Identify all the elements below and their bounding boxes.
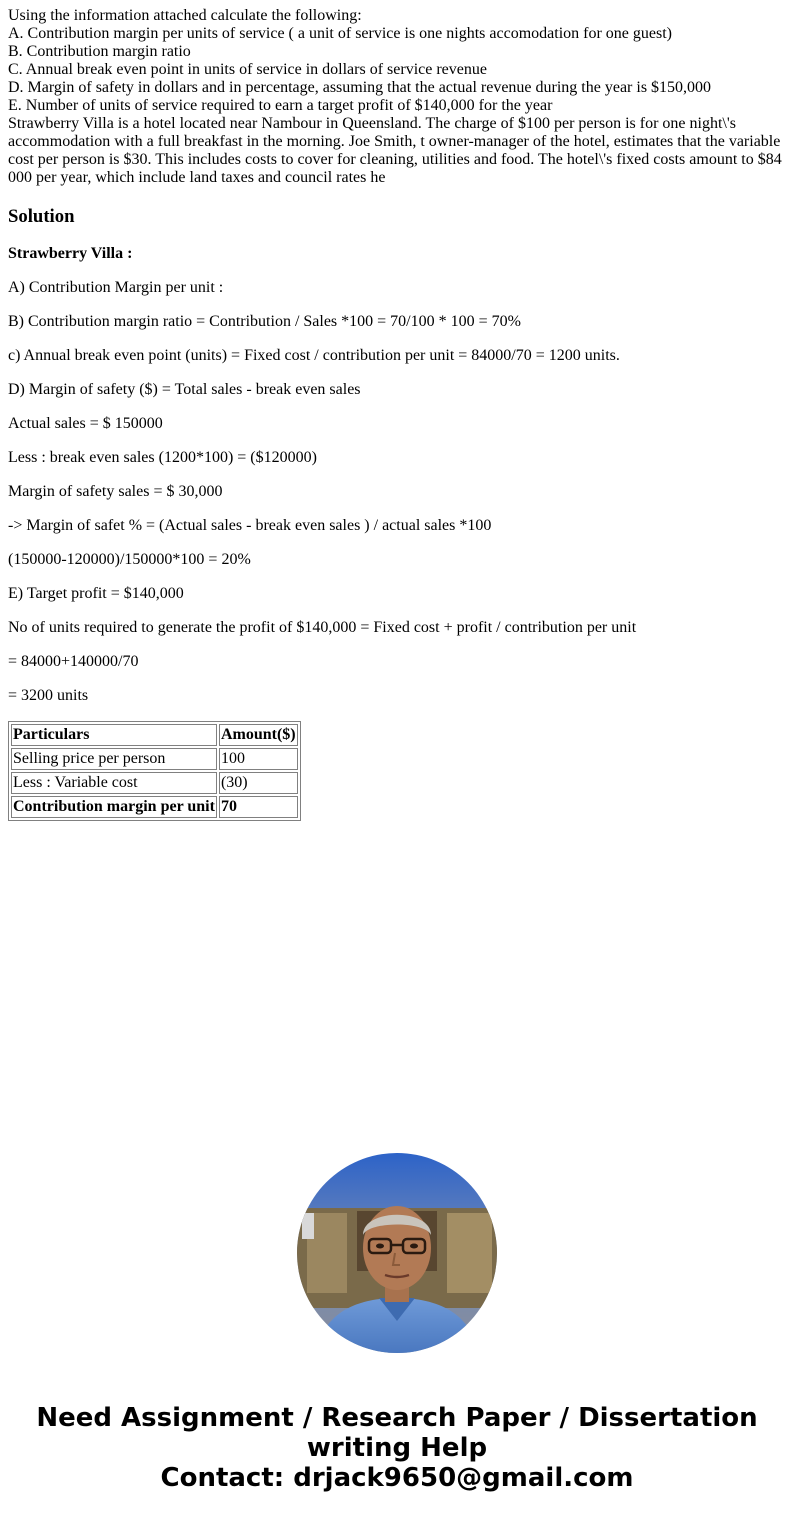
table-header-row xyxy=(11,724,298,746)
contribution-table xyxy=(8,721,301,821)
question-intro: Using the information attached calculate the following: xyxy=(8,7,362,24)
solution-step: -> Margin of safet % = (Actual sales - break even sales ) / actual sales *100 xyxy=(8,517,492,534)
table-row xyxy=(11,748,298,770)
table-cell: 70 xyxy=(219,796,298,818)
solution-step: Less : break even sales (1200*100) = ($120000) xyxy=(8,449,317,466)
promo-contact: Contact: drjack9650@gmail.com xyxy=(160,1463,634,1493)
question-item-d: D. Margin of safety in dollars and in percentage, assuming that the actual revenue during the year is $150,000 xyxy=(8,79,712,96)
tutor-portrait-image xyxy=(297,1153,497,1353)
table-header-cell: Amount($) xyxy=(219,724,298,746)
solution-step: Margin of safety sales = $ 30,000 xyxy=(8,483,223,500)
question-item-c: C. Annual break even point in units of service in dollars of service revenue xyxy=(8,61,487,78)
tutor-avatar xyxy=(297,1153,497,1353)
table-cell: Selling price per person xyxy=(11,748,217,770)
solution-heading: Solution xyxy=(8,206,75,227)
solution-step: (150000-120000)/150000*100 = 20% xyxy=(8,551,251,568)
solution-subheading-text: Strawberry Villa : xyxy=(8,245,133,262)
solution-subheading xyxy=(8,245,786,263)
solution-step: D) Margin of safety ($) = Total sales - break even sales xyxy=(8,381,361,398)
table-cell: Less : Variable cost xyxy=(11,772,217,794)
table-cell: (30) xyxy=(219,772,298,794)
solution-step: No of units required to generate the profit of $140,000 = Fixed cost + profit / contribution per unit xyxy=(8,619,637,636)
solution-step: B) Contribution margin ratio = Contribution / Sales *100 = 70/100 * 100 = 70% xyxy=(8,313,521,330)
question-block xyxy=(8,7,786,187)
table-header-cell: Particulars xyxy=(11,724,217,746)
solution-step: E) Target profit = $140,000 xyxy=(8,585,184,602)
question-scenario: Strawberry Villa is a hotel located near Nambour in Queensland. The charge of $100 per person is for one night\'s accommodation with a full breakfast in the morning. Joe Smith, t owner-manager of the hotel, estimates that the variable cost per person is $30. This includes costs to cover for cleaning, utilities and food. The hotel\'s fixed costs amount to $84 000 per year, which include land taxes and council rates he xyxy=(8,115,782,186)
table-cell: 100 xyxy=(219,748,298,770)
solution-step: A) Contribution Margin per unit : xyxy=(8,279,224,296)
solution-step: = 3200 units xyxy=(8,687,89,704)
table-total-row xyxy=(11,796,298,818)
question-item-a: A. Contribution margin per units of service ( a unit of service is one nights accomodation for one guest) xyxy=(8,25,672,42)
solution-step: c) Annual break even point (units) = Fixed cost / contribution per unit = 84000/70 = 1200 units. xyxy=(8,347,620,364)
solution-step: = 84000+140000/70 xyxy=(8,653,139,670)
promo-line-1: Need Assignment / Research Paper / Dissertation xyxy=(36,1403,758,1433)
promo-line-2: writing Help xyxy=(306,1433,488,1463)
solution-block xyxy=(8,245,786,705)
question-item-e: E. Number of units of service required to earn a target profit of $140,000 for the year xyxy=(8,97,553,114)
table-row xyxy=(11,772,298,794)
solution-step: Actual sales = $ 150000 xyxy=(8,415,163,432)
question-item-b: B. Contribution margin ratio xyxy=(8,43,191,60)
table-cell: Contribution margin per unit xyxy=(11,796,217,818)
promo-banner xyxy=(0,1403,794,1493)
